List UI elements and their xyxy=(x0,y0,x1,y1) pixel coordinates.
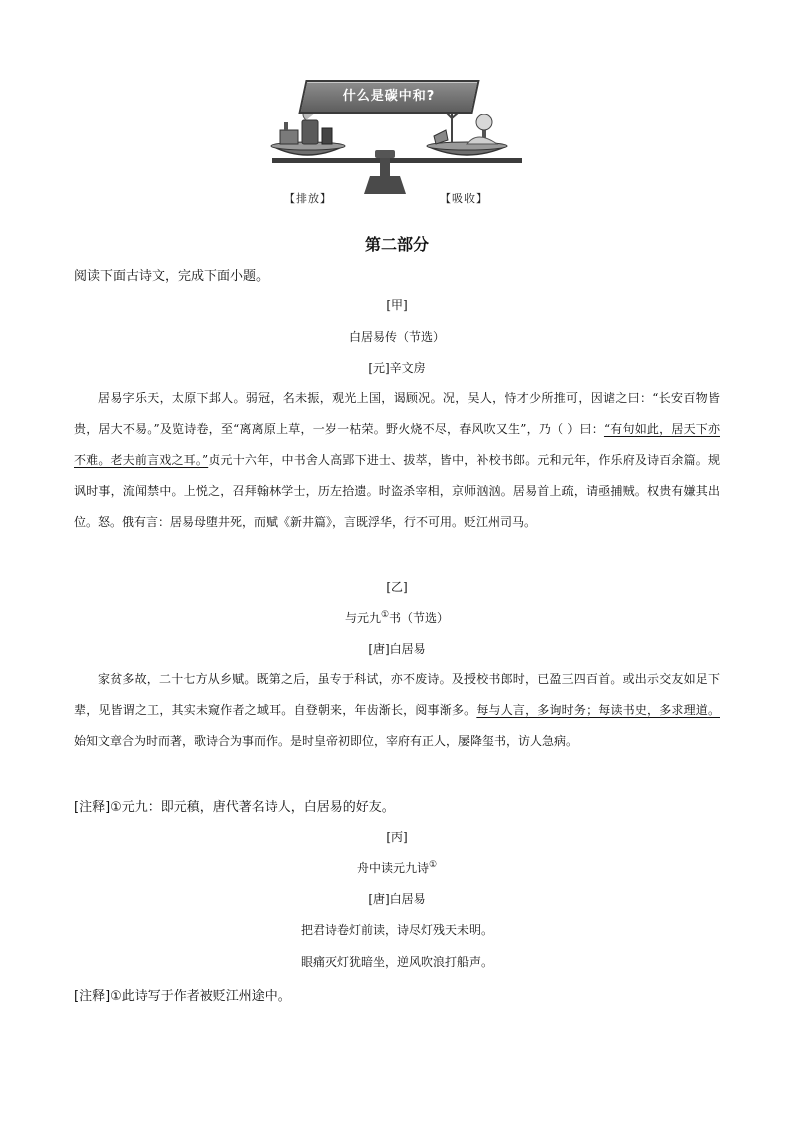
jia-text-1: 居易字乐天，太原下邽人。弱冠，名未振，观光上国，谒顾况。况，吴人，恃才少所推可，因谑之曰：“长安百物皆贵，居大不易。”及览诗卷，至“离离原上草，一岁一枯荣。野火烧不尽，春风吹又生”，乃（ ）曰： xyxy=(74,391,720,436)
poem-line-1: 把君诗卷灯前读，诗尽灯残天未明。 xyxy=(300,923,493,937)
poem-line-2: 眼痛灭灯犹暗坐，逆风吹浪打船声。 xyxy=(300,955,493,969)
banner-title: 什么是碳中和? xyxy=(342,89,436,104)
yi-text-2: 始知文章合为时而著，歌诗合为事而作。是时皇帝初即位，宰府有正人，屡降玺书，访人急病。 xyxy=(74,734,579,748)
note-1: [注释]①元九：即元稹，唐代著名诗人，白居易的好友。 xyxy=(74,800,395,815)
bing-marker: [丙] xyxy=(386,830,408,844)
yi-marker: [乙] xyxy=(386,580,408,594)
jia-marker: [甲] xyxy=(386,298,408,312)
balance-scale-icon xyxy=(262,114,532,194)
yi-author: [唐]白居易 xyxy=(368,642,426,656)
carbon-neutral-illustration xyxy=(262,80,532,218)
jia-text-2: 贞元十六年，中书舍人高郢下进士、拔萃，皆中，补校书郎。元和元年，作乐府及诗百余篇。规讽时事，流闻禁中。上悦之，召拜翰林学士，历左拾遗。时盗杀宰相，京师汹汹。居易首上疏，请亟捕贼。权贵有嫌其出位。怒。俄有言：居易母堕井死，而赋《新井篇》，言既浮华，行不可用。贬江州司马。 xyxy=(74,453,720,529)
instruction-text: 阅读下面古诗文，完成下面小题。 xyxy=(74,269,270,284)
bing-author: [唐]白居易 xyxy=(368,892,426,906)
yi-text-1: 家贫多故，二十七方从乡赋。既第之后，虽专于科试，亦不废诗。及授校书郎时，已盈三四百首。或出示交友如足下辈，见皆谓之工，其实未窥作者之域耳。自登朝来，年齿渐长，阅事渐多。 xyxy=(74,672,720,717)
jia-title: 白居易传（节选） xyxy=(348,330,445,344)
jia-underlined-sentence: “有句如此，居天下亦不难。老夫前言戏之耳。” xyxy=(74,422,720,467)
jia-paragraph xyxy=(74,383,720,538)
jia-author: [元]辛文房 xyxy=(368,361,426,375)
yi-underlined-sentence: 每与人言，多询时务；每读书史，多求理道。 xyxy=(476,703,720,717)
note-2: [注释]①此诗写于作者被贬江州途中。 xyxy=(74,989,291,1004)
bing-title: 舟中读元九诗① xyxy=(356,860,438,875)
yi-title: 与元九①书（节选） xyxy=(344,610,450,625)
absorption-label: 【吸收】 xyxy=(440,192,488,205)
emission-label: 【排放】 xyxy=(284,192,332,205)
yi-paragraph xyxy=(74,664,720,757)
section-heading: 第二部分 xyxy=(364,235,429,254)
